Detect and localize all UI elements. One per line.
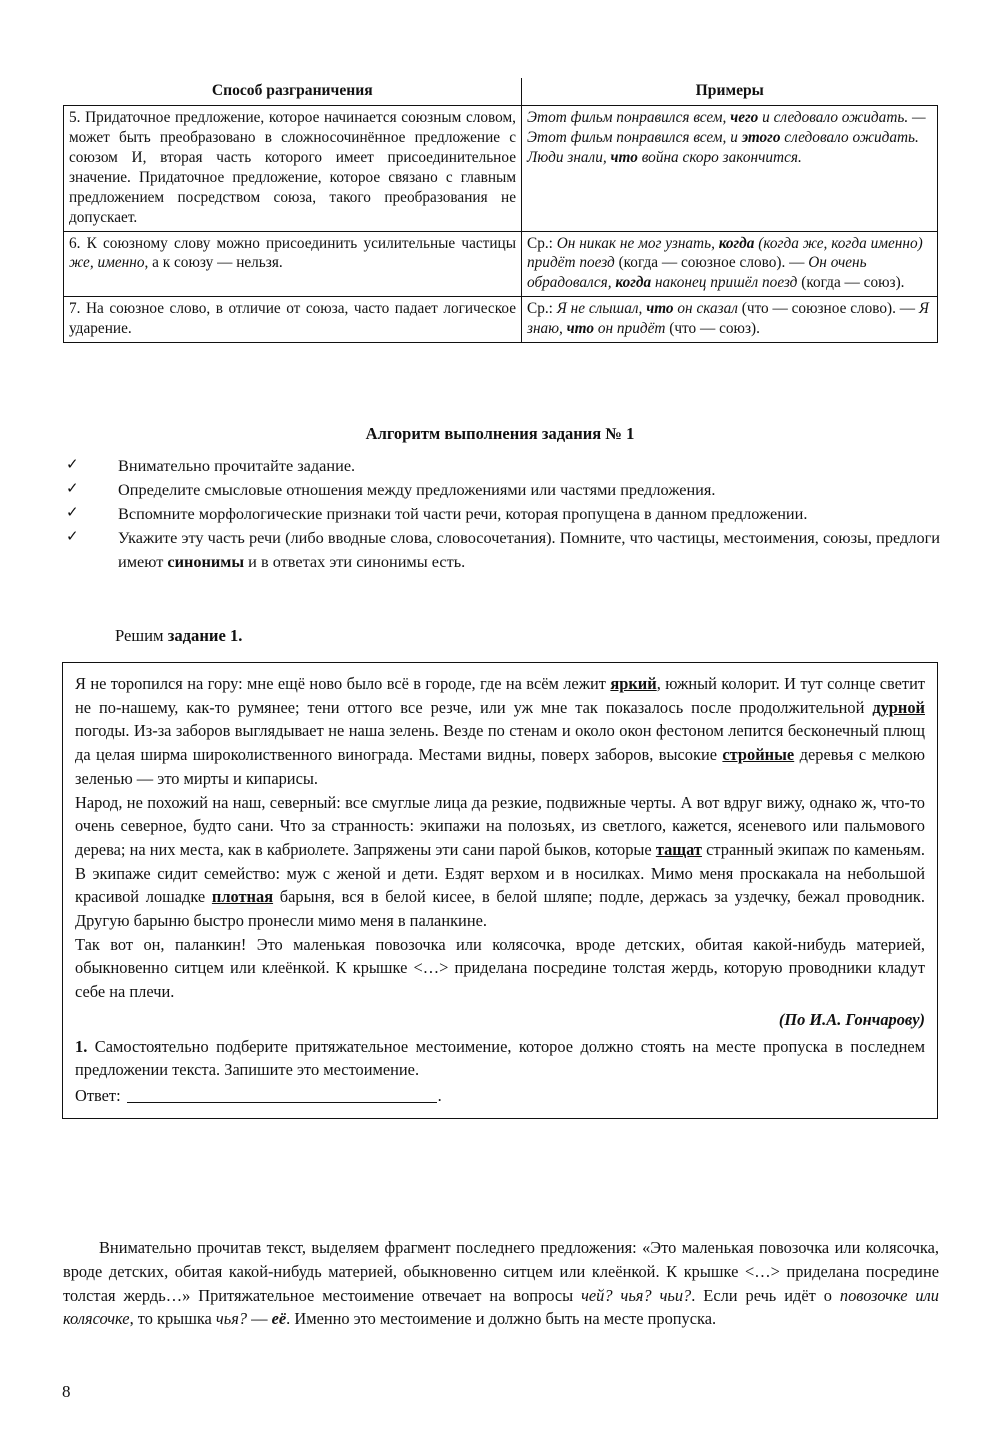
explanation-paragraph: Внимательно прочитав текст, выделяем фрагмент последнего предложения: «Это маленькая повозочка или колясочка, вроде детских, обитая какой-нибудь материей, обыкновенно ситцем или клеёнкой. К крышке <…> приделана посредине толстая жердь…» Притяжательное местоимение отвечает на вопросы чей? чья? чьи?. Если речь идёт о повозочке или колясочке, то крышка чья? — её. Именно это местоимение и должно быть на месте пропуска.: [63, 1238, 939, 1329]
algorithm-title: Алгоритм выполнения задания № 1: [365, 424, 635, 443]
table-header-examples: Примеры: [522, 78, 938, 106]
text-attribution: (По И.А. Гончарову): [778, 1009, 925, 1029]
list-item: [62, 478, 940, 501]
checklist-item-label: Определите смысловые отношения между предложениями или частями предложения.: [118, 480, 716, 500]
list-item: [62, 454, 940, 477]
table-row: [64, 231, 938, 297]
check-icon: ✓: [66, 503, 79, 522]
answer-input[interactable]: [127, 1087, 437, 1103]
reading-text-box: [62, 662, 938, 1119]
text-paragraph-2: Народ, не похожий на наш, северный: все смуглые лица да резкие, подвижные черты. А вот вдруг вижу, однако ж, что-то очень северное, будто сани. Что за странность: экипажи на полозьях, из светлого, кажется, ясеневого или пальмового дерева; на них места, как в кабриолете. Запряжены эти сани парой быков, которые тащат странный экипаж по каменьям. В экипаже сидит семейство: муж с женой и дети. Ездят верхом и в носилках. Мимо меня проскакала на небольшой красивой лошадке плотная барыня, вся в белой кисее, в белой шляпе; подле, держась за уздечку, бежал проводник. Другую барыню быстро пронесли мимо меня в паланкине.: [75, 792, 926, 931]
table-header-method: Способ разграничения: [64, 78, 522, 106]
text-paragraph-1: Я не торопился на гору: мне ещё ново было всё в городе, где на всём лежит яркий, южный колорит. И тут солнце светит не по-нашему, как-то румянее; тени оттого все резче, или уж мне так показалось после продолжительной дурной погоды. Из-за заборов выглядывает не наша зелень. Везде по стенам и около окон фестоном лепится бесконечный плющ да целая ширма широколиственного винограда. Местами видны, поверх заборов, высокие стройные деревья с мелкою зеленью — это мирты и кипарисы.: [75, 674, 926, 788]
algorithm-checklist: [62, 454, 940, 574]
answer-label: Ответ:: [75, 1085, 121, 1105]
page-number: 8: [62, 1382, 71, 1401]
distinction-rules-table: [63, 78, 938, 343]
answer-row: [75, 1084, 925, 1108]
list-item: [62, 526, 940, 572]
task-question: 1. Самостоятельно подберите притяжательное местоимение, которое должно стоять на месте пропуска в последнем предложении текста. Запишите это местоимение.: [75, 1036, 925, 1080]
example-cell-5: Этот фильм понравился всем, чего и следовало ожидать. — Этот фильм понравился всем, и этого следовало ожидать. Люди знали, что война скоро закончится.: [522, 106, 938, 231]
table-row: [64, 106, 938, 231]
checklist-item-label: Вспомните морфологические признаки той части речи, которая пропущена в данном предложении.: [118, 504, 808, 524]
table-header-row: [64, 78, 938, 106]
text-paragraph-3: Так вот он, паланкин! Это маленькая повозочка или колясочка, вроде детских, обитая какой-нибудь материей, обыкновенно ситцем или клеёнкой. К крышке <…> приделана посредине толстая жердь, которую проводники кладут себе на плечи.: [75, 934, 925, 1002]
solve-prefix: Решим: [115, 626, 168, 645]
rule-cell-5: 5. Придаточное предложение, которое начинается союзным словом, может быть преобразовано в сложносочинённое предложение с союзом И, вторая часть которого имеет присоединительное значение. Придаточное предложение, которое связано с главным предложением посредством союза, такого преобразования не допускает.: [64, 106, 522, 231]
solve-task-label: задание 1.: [167, 626, 243, 645]
rule-cell-7: 7. На союзное слово, в отличие от союза, часто падает логическое ударение.: [64, 297, 522, 343]
check-icon: ✓: [66, 455, 79, 473]
check-icon: ✓: [66, 479, 79, 498]
solve-task-heading: [115, 626, 242, 646]
example-cell-6: Ср.: Он никак не мог узнать, когда (когда же, когда именно) придёт поезд (когда — союзное слово). — Он очень обрадовался, когда наконец пришёл поезд (когда — союз).: [522, 231, 938, 297]
example-cell-7: Ср.: Я не слышал, что он сказал (что — союзное слово). — Я знаю, что он придёт (что — союз).: [522, 297, 938, 343]
table-row: [64, 297, 938, 343]
checklist-item-label: Внимательно прочитайте задание.: [118, 456, 356, 475]
rule-cell-6: 6. К союзному слову можно присоединить усилительные частицы же, именно, а к союзу — нельзя.: [64, 231, 522, 297]
check-icon: ✓: [66, 527, 79, 546]
list-item: [62, 502, 940, 525]
answer-period: .: [437, 1085, 442, 1105]
checklist-item-label: Укажите эту часть речи (либо вводные слова, словосочетания). Помните, что частицы, местоимения, союзы, предлоги имеют синонимы и в ответах эти синонимы есть.: [118, 528, 940, 571]
task-number: 1.: [75, 1036, 88, 1056]
